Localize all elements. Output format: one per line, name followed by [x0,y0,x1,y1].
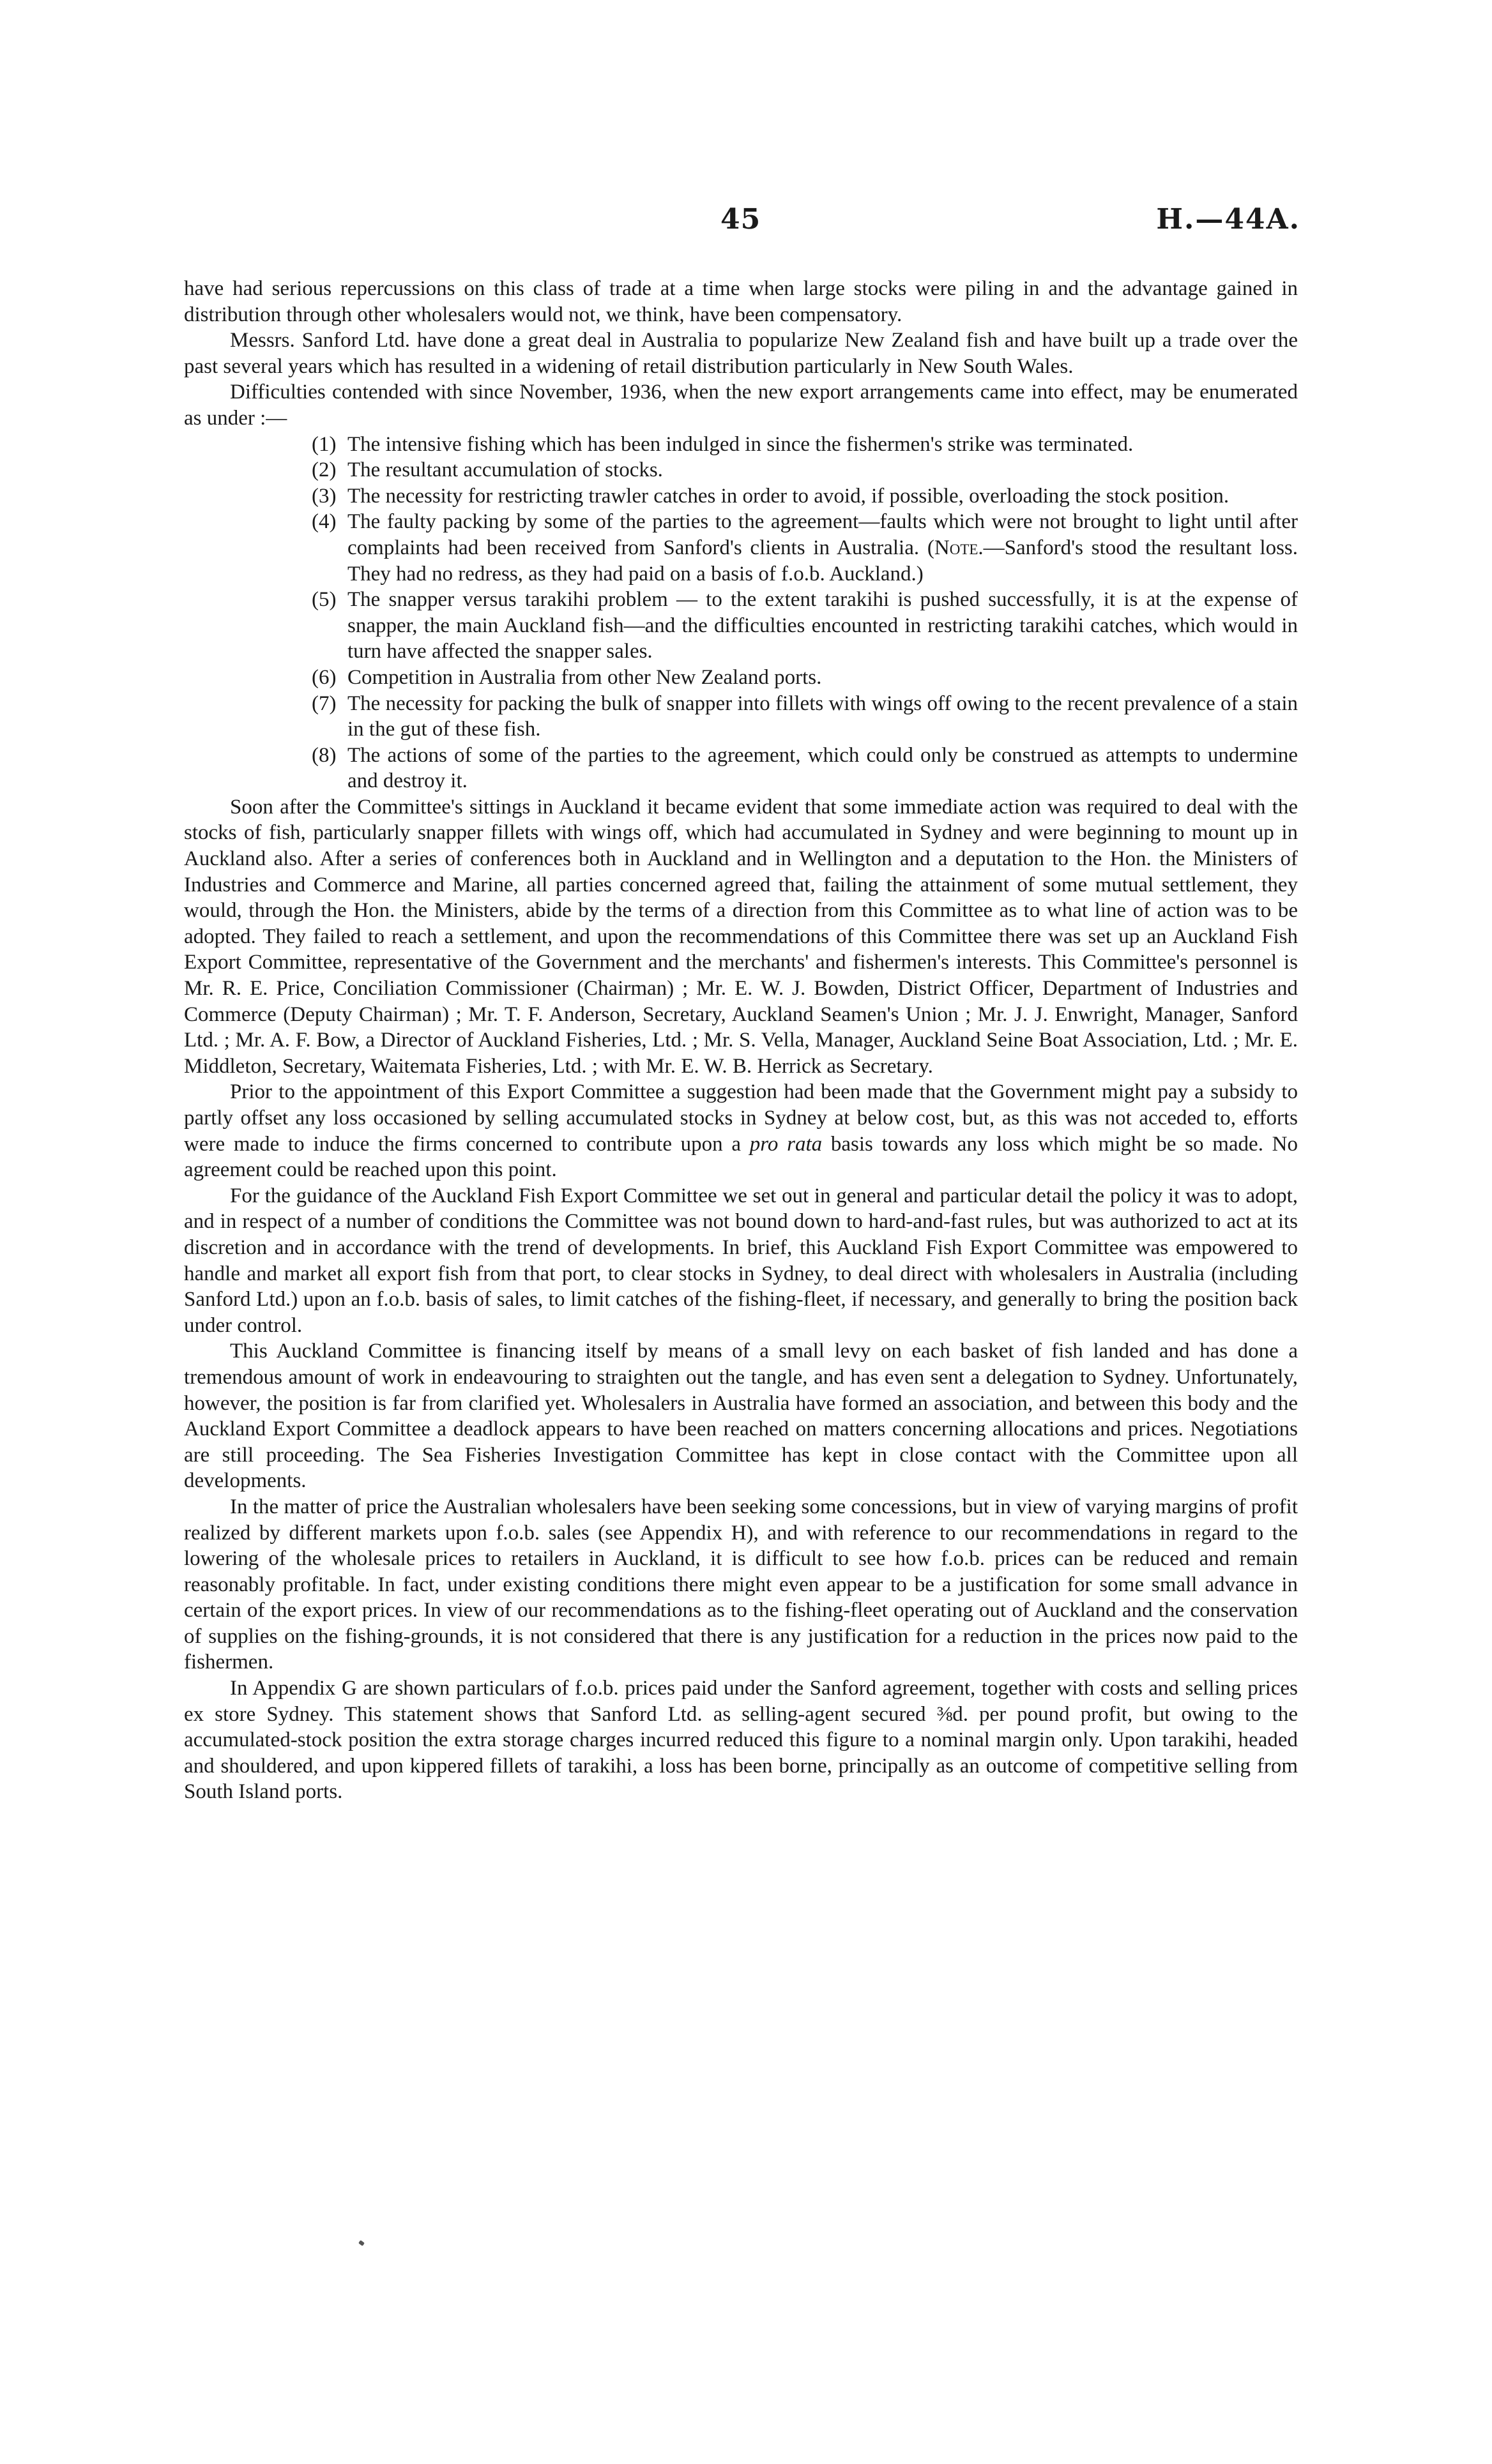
list-item-number: (4) [312,510,337,534]
paragraph-subsidy [184,1079,1298,1183]
paragraph-guidance: For the guidance of the Auckland Fish Export Committee we set out in general and particular detail the policy it was to adopt, and in respect of a number of conditions the Committee was not bound down to hard-and-fast rules, but was authorized to act at its discretion and in accordance with the trend of developments. In brief, this Auckland Fish Export Committee was empowered to handle and market all export fish from that port, to clear stocks in Sydney, to deal direct with wholesalers in Australia (including Sanford Ltd.) upon an f.o.b. basis of sales, to limit catches of the fishing-fleet, if necessary, and generally to bring the position back under control. [184,1184,1298,1337]
list-item-text: The faulty packing by some of the parties to the agreement—faults which were not brought to light until after complaints had been received from Sanford's clients in Australia. ( [347,510,1298,559]
list-item-text: The necessity for packing the bulk of snapper into fillets with wings off owing to the recent prevalence of a stain in the gut of these fish. [347,692,1298,741]
paragraph-sanford-australia: Messrs. Sanford Ltd. have done a great deal in Australia to popularize New Zealand fish and have built up a trade over the past several years which has resulted in a widening of retail distribution particularly in New South Wales. [184,329,1298,378]
list-item-text: The intensive fishing which has been indulged in since the fishermen's strike was terminated. [347,432,1134,456]
list-item-number: (7) [312,692,337,715]
list-item-text: Competition in Australia from other New Zealand ports. [347,665,822,689]
document-reference: H.—44A. [1156,203,1300,236]
list-item [277,432,1298,458]
stray-ink-mark [358,2240,365,2246]
list-item [277,509,1298,587]
list-item-number: (3) [312,484,337,508]
list-item [277,743,1298,794]
paragraph-continuation: have had serious repercussions on this class of trade at a time when large stocks were piling in and the advantage gained in distribution through other wholesalers would not, we think, have been compensatory. [184,277,1298,326]
list-item [277,483,1298,510]
list-item-number: (2) [312,458,337,482]
paragraph-committee-action: Soon after the Committee's sittings in Auckland it became evident that some immediate action was required to deal with the stocks of fish, particularly snapper fillets with wings off, which had accumulated in Sydney and were beginning to mount up in Auckland also. After a series of conferences both in Auckland and in Wellington and a deputation to the Hon. the Ministers of Industries and Commerce and Marine, all parties concerned agreed that, failing the attainment of some mutual settlement, they would, through the Hon. the Ministers, abide by the terms of a direction from this Committee as to what line of action was to be adopted. They failed to reach a settlement, and upon the recommendations of this Committee there was set up an Auckland Fish Export Committee, representative of the Government and the merchants' and fishermen's interests. This Committee's personnel is Mr. R. E. Price, Conciliation Commissioner (Chairman) ; Mr. E. W. J. Bowden, District Officer, Department of Industries and Commerce (Deputy Chairman) ; Mr. T. F. Anderson, Secretary, Auckland Seamen's Union ; Mr. J. J. Enwright, Manager, Sanford Ltd. ; Mr. A. F. Bow, a Director of Auckland Fisheries, Ltd. ; Mr. S. Vella, Manager, Auckland Seine Boat Association, Ltd. ; Mr. E. Middleton, Secretary, Waitemata Fisheries, Ltd. ; with Mr. E. W. B. Herrick as Secretary. [184,795,1298,1078]
list-item-text: The resultant accumulation of stocks. [347,458,663,482]
paragraph-subsidy-text: Prior to the appointment of this Export Committee a suggestion had been made that the Government might pay a subsidy to partly offset any loss occasioned by selling accumulated stocks in Sydney at below cost, but, as this was not acceded to, efforts were made to induce the firms concerned to contribute upon a [184,1080,1298,1156]
list-item-text-continued: —Sanford's stood the resultant loss. They had no redress, as they had paid on a basis of f.o.b. Auckland.) [347,536,1298,586]
page-number: 45 [720,203,761,236]
list-item [277,457,1298,483]
list-item-number: (5) [312,588,337,612]
list-item [277,587,1298,665]
paragraph-subsidy-text-end: basis towards any loss which might be so made. No agreement could be reached upon this point. [184,1132,1298,1182]
difficulties-list [184,432,1298,794]
paragraph-appendix-g: In Appendix G are shown particulars of f.o.b. prices paid under the Sanford agreement, together with costs and selling prices ex store Sydney. This statement shows that Sanford Ltd. as selling-agent secured ⅜d. per pound profit, but owing to the accumulated-stock position the extra storage charges incurred reduced this figure to a nominal margin only. Upon tarakihi, headed and shouldered, and upon kippered fillets of tarakihi, a loss has been borne, principally as an outcome of competitive selling from South Island ports. [184,1677,1298,1804]
list-item-number: (6) [312,665,337,689]
paragraph-difficulties-intro: Difficulties contended with since November, 1936, when the new export arrangements came into effect, may be enumerated as under :— [184,381,1298,430]
pro-rata-italic: pro rata [749,1132,823,1156]
paragraph-financing: This Auckland Committee is financing itself by means of a small levy on each basket of fish landed and has done a tremendous amount of work in endeavouring to straighten out the tangle, and has even sent a delegation to Sydney. Unfortunately, however, the position is far from clarified yet. Wholesalers in Australia have formed an association, and between this body and the Auckland Export Committee a deadlock appears to have been reached on matters concerning allocations and prices. Negotiations are still proceeding. The Sea Fisheries Investigation Committee has kept in close contact with the Committee upon all developments. [184,1340,1298,1493]
note-label: Note. [934,536,984,559]
list-item-text: The actions of some of the parties to the agreement, which could only be construed as attempts to undermine and destroy it. [347,743,1298,793]
paragraph-price-matter: In the matter of price the Australian wholesalers have been seeking some concessions, but in view of varying margins of profit realized by different markets upon f.o.b. sales (see Appendix H), and with reference to our recommendations in regard to the lowering of the wholesale prices to retailers in Auckland, it is difficult to see how f.o.b. prices can be reduced and remain reasonably profitable. In fact, under existing conditions there might even appear to be a justification for some small advance in certain of the export prices. In view of our recommendations as to the fishing-fleet operating out of Auckland and the conservation of supplies on the fishing-grounds, it is not considered that there is any justification for a reduction in the prices now paid to the fishermen. [184,1495,1298,1674]
list-item [277,665,1298,691]
list-item-number: (1) [312,432,337,456]
list-item-text: The necessity for restricting trawler catches in order to avoid, if possible, overloading the stock position. [347,484,1229,508]
list-item-text: The snapper versus tarakihi problem — to the extent tarakihi is pushed successfully, it is at the expense of snapper, the main Auckland fish—and the difficulties encounted in restricting tarakihi catches, which would in turn have affected the snapper sales. [347,588,1298,663]
report-body [184,276,1298,1805]
list-item [277,691,1298,743]
list-item-number: (8) [312,743,337,767]
